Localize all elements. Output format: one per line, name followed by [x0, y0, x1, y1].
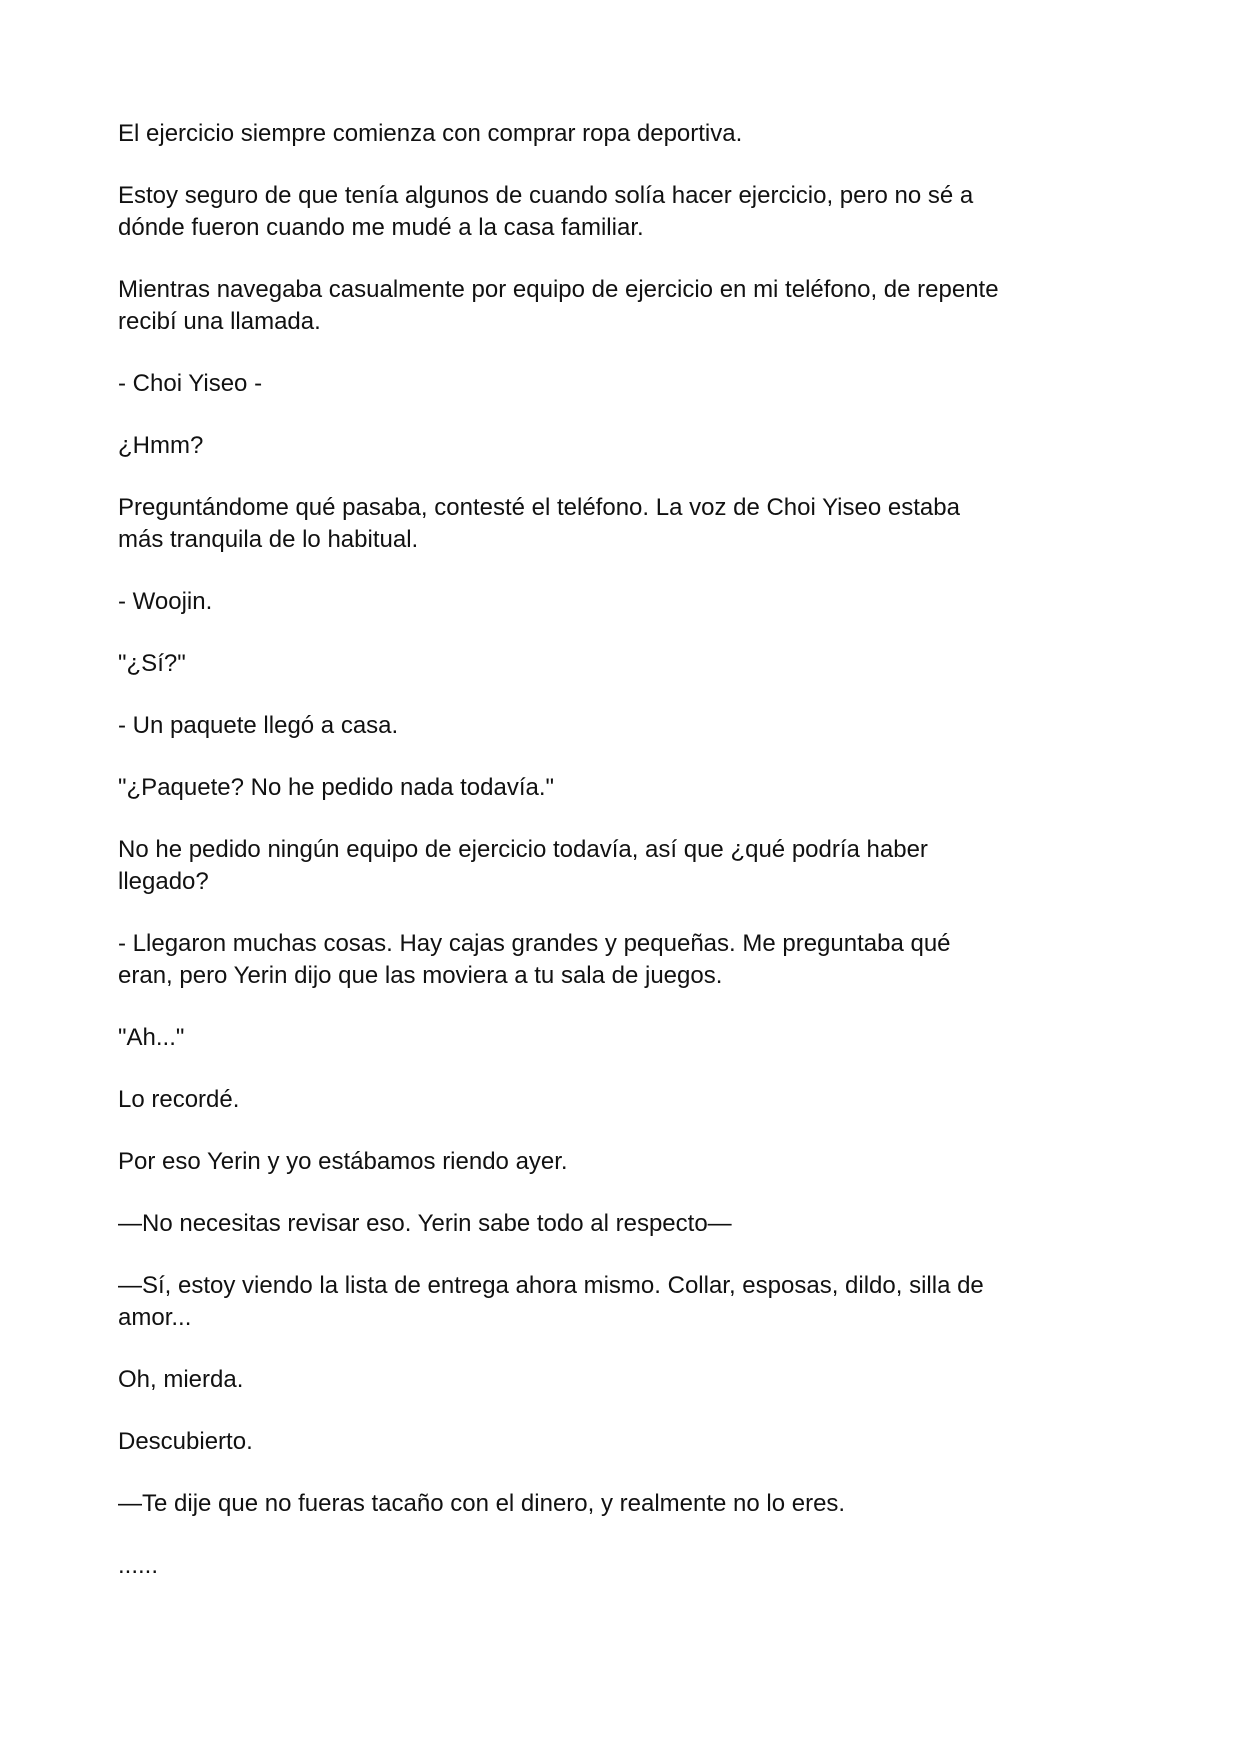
paragraph: No he pedido ningún equipo de ejercicio todavía, así que ¿qué podría haber llegado?: [118, 836, 928, 895]
paragraph: "¿Paquete? No he pedido nada todavía.": [118, 774, 555, 801]
paragraph: Mientras navegaba casualmente por equipo de ejercicio en mi teléfono, de repente recibí una llamada.: [118, 276, 999, 335]
paragraph: —No necesitas revisar eso. Yerin sabe todo al respecto—: [118, 1210, 732, 1237]
paragraph: El ejercicio siempre comienza con comprar ropa deportiva.: [118, 120, 743, 147]
paragraph: ¿Hmm?: [118, 432, 204, 459]
paragraph: - Un paquete llegó a casa.: [118, 712, 399, 739]
paragraph: Por eso Yerin y yo estábamos riendo ayer.: [118, 1148, 568, 1175]
paragraph: Descubierto.: [118, 1428, 253, 1455]
paragraph: Oh, mierda.: [118, 1366, 244, 1393]
paragraph: —Sí, estoy viendo la lista de entrega ahora mismo. Collar, esposas, dildo, silla de amor...: [118, 1272, 984, 1331]
paragraph: Estoy seguro de que tenía algunos de cuando solía hacer ejercicio, pero no sé a dónde fueron cuando me mudé a la casa familiar.: [118, 182, 974, 241]
paragraph: ......: [118, 1552, 159, 1579]
paragraph: - Choi Yiseo -: [118, 370, 263, 397]
paragraph: Preguntándome qué pasaba, contesté el teléfono. La voz de Choi Yiseo estaba más tranquila de lo habitual.: [118, 494, 960, 553]
paragraph: - Llegaron muchas cosas. Hay cajas grandes y pequeñas. Me preguntaba qué eran, pero Yerin dijo que las moviera a tu sala de juegos.: [118, 930, 951, 989]
paragraph: - Woojin.: [118, 588, 213, 615]
paragraph: Lo recordé.: [118, 1086, 240, 1113]
paragraph: —Te dije que no fueras tacaño con el dinero, y realmente no lo eres.: [118, 1490, 846, 1517]
paragraph: "Ah...": [118, 1024, 185, 1051]
paragraph: "¿Sí?": [118, 650, 186, 677]
document-body: [118, 118, 1128, 1612]
